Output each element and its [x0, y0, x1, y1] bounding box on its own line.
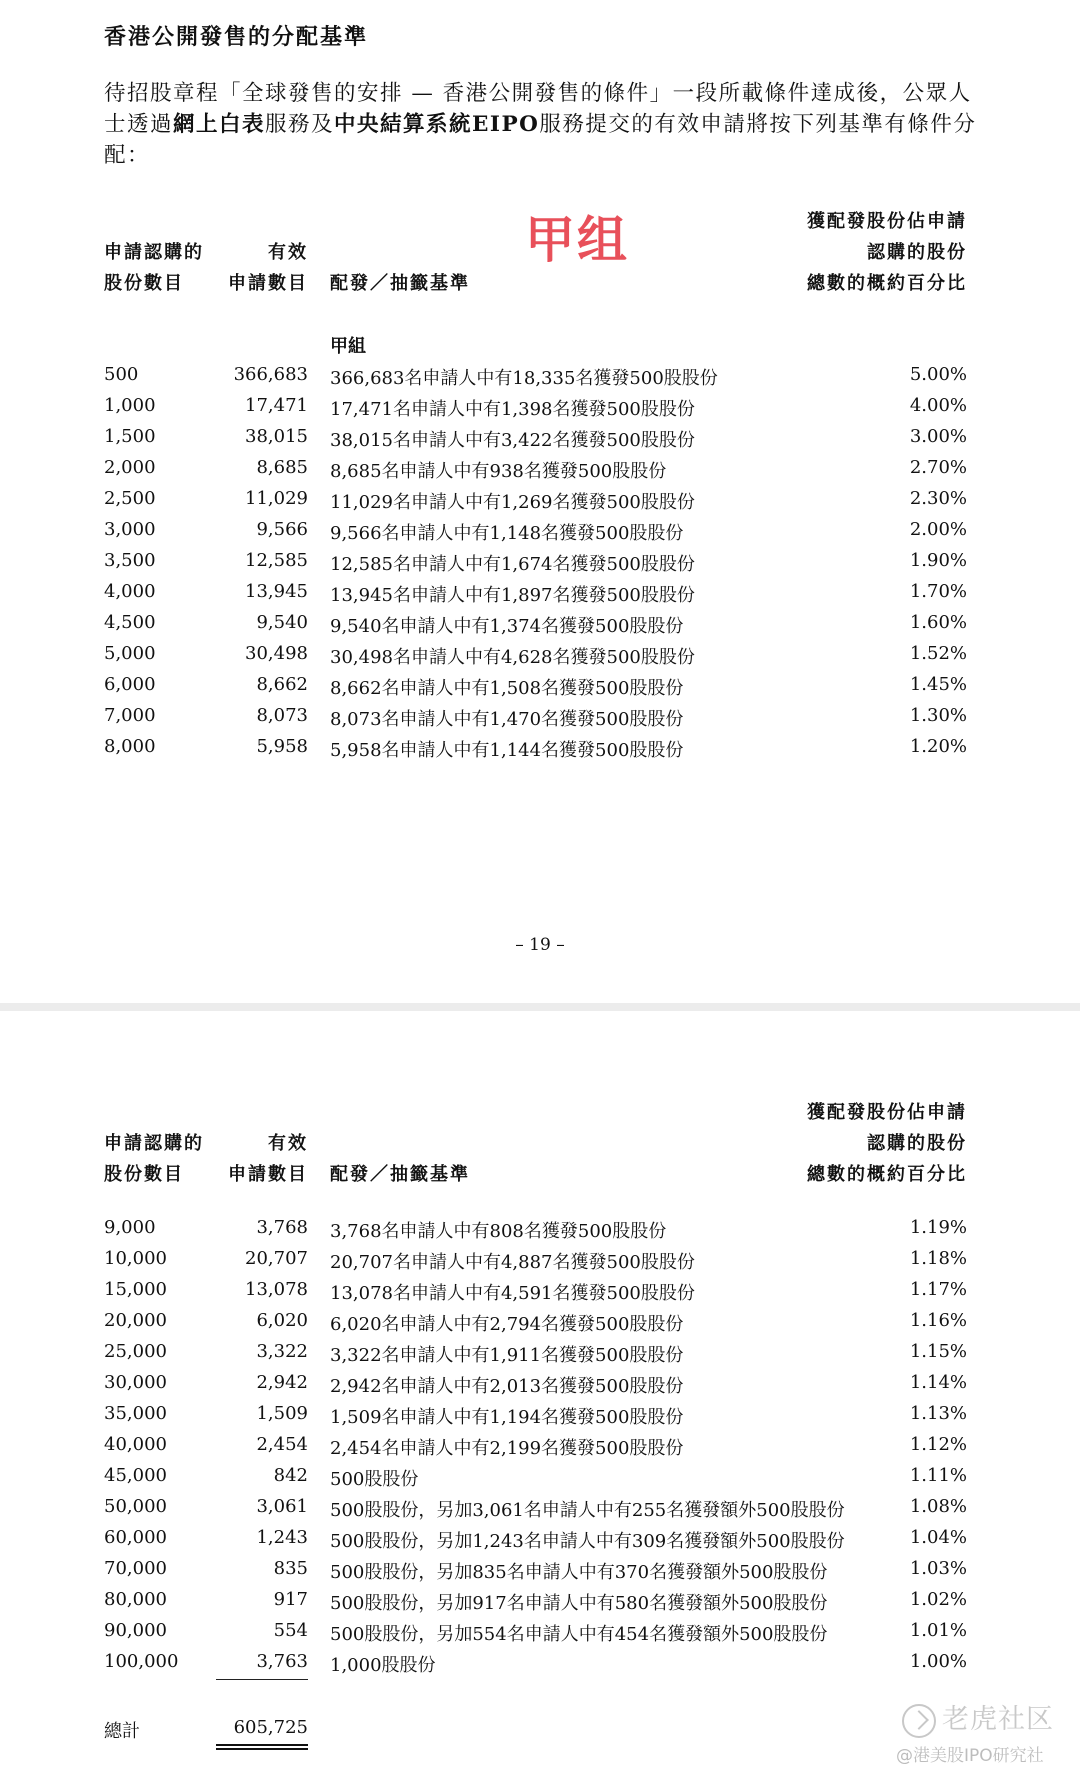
- header-valid-line2: 申請數目: [228, 273, 308, 294]
- cell-percentage: 5.00%: [909, 364, 967, 385]
- cell-allocation-basis: 500股股份，另加835名申請人中有370名獲發額外500股股份: [330, 1562, 828, 1583]
- cell-valid-applications: 3,768: [256, 1217, 308, 1238]
- cell-percentage: 4.00%: [909, 395, 967, 416]
- header-pct-line1: 獲配發股份佔申請: [807, 1102, 967, 1123]
- cell-valid-applications: 3,763: [256, 1651, 308, 1672]
- cell-valid-applications: 6,020: [256, 1310, 308, 1331]
- intro-text-3: 服務提交的有效申請將按下列基準有條件分配：: [104, 112, 977, 168]
- cell-shares: 90,000: [104, 1620, 167, 1641]
- cell-percentage: 2.00%: [909, 519, 967, 540]
- table-row: [0, 1248, 1080, 1278]
- header-valid-line2: 申請數目: [228, 1164, 308, 1185]
- cell-allocation-basis: 500股股份，另加554名申請人中有454名獲發額外500股股份: [330, 1624, 828, 1645]
- cell-allocation-basis: 9,566名申請人中有1,148名獲發500股股份: [330, 523, 684, 544]
- cell-shares: 4,500: [104, 612, 156, 633]
- cell-allocation-basis: 5,958名申請人中有1,144名獲發500股股份: [330, 740, 684, 761]
- cell-allocation-basis: 20,707名申請人中有4,887名獲發500股股份: [330, 1252, 695, 1273]
- cell-shares: 80,000: [104, 1589, 167, 1610]
- table-row: [0, 705, 1080, 735]
- cell-percentage: 1.15%: [909, 1341, 967, 1362]
- cell-percentage: 1.13%: [909, 1403, 967, 1424]
- cell-percentage: 1.17%: [909, 1279, 967, 1300]
- table-row: [0, 1558, 1080, 1588]
- cell-allocation-basis: 2,454名申請人中有2,199名獲發500股股份: [330, 1438, 684, 1459]
- cell-percentage: 2.30%: [909, 488, 967, 509]
- header-shares-line2: 股份數目: [104, 273, 184, 294]
- cell-valid-applications: 1,243: [256, 1527, 308, 1548]
- total-double-rule-bottom: [216, 1748, 308, 1750]
- table-row: [0, 1341, 1080, 1371]
- header-valid-line1: 有效: [268, 1133, 308, 1154]
- intro-text-2: 服務及: [265, 112, 335, 137]
- table-row: [0, 1310, 1080, 1340]
- tiger-logo-icon: [902, 1704, 936, 1738]
- table-row: [0, 395, 1080, 425]
- cell-valid-applications: 366,683: [233, 364, 308, 385]
- cell-allocation-basis: 8,685名申請人中有938名獲發500股股份: [330, 461, 667, 482]
- cell-shares: 500: [104, 364, 139, 385]
- cell-percentage: 1.18%: [909, 1248, 967, 1269]
- total-label: 總計: [104, 1721, 140, 1742]
- cell-shares: 50,000: [104, 1496, 167, 1517]
- cell-allocation-basis: 3,768名申請人中有808名獲發500股股份: [330, 1221, 667, 1242]
- cell-shares: 30,000: [104, 1372, 167, 1393]
- cell-percentage: 1.19%: [909, 1217, 967, 1238]
- cell-percentage: 1.00%: [909, 1651, 967, 1672]
- cell-shares: 1,000: [104, 395, 156, 416]
- header-shares-line1: 申請認購的: [104, 1133, 204, 1154]
- cell-valid-applications: 11,029: [245, 488, 308, 509]
- table-row: [0, 519, 1080, 549]
- cell-valid-applications: 20,707: [245, 1248, 308, 1269]
- cell-percentage: 1.04%: [909, 1527, 967, 1548]
- cell-allocation-basis: 8,073名申請人中有1,470名獲發500股股份: [330, 709, 684, 730]
- cell-valid-applications: 8,662: [256, 674, 308, 695]
- cell-shares: 2,500: [104, 488, 156, 509]
- table-row: [0, 1651, 1080, 1681]
- cell-valid-applications: 917: [273, 1589, 308, 1610]
- table-row: [0, 1372, 1080, 1402]
- cell-valid-applications: 2,454: [256, 1434, 308, 1455]
- cell-shares: 15,000: [104, 1279, 167, 1300]
- header-pct-line1: 獲配發股份佔申請: [807, 211, 967, 232]
- cell-percentage: 2.70%: [909, 457, 967, 478]
- header-valid-applications: [200, 237, 308, 299]
- cell-valid-applications: 12,585: [245, 550, 308, 571]
- cell-valid-applications: 13,078: [245, 1279, 308, 1300]
- table-row: [0, 550, 1080, 580]
- cell-allocation-basis: 38,015名申請人中有3,422名獲發500股股份: [330, 430, 695, 451]
- cell-percentage: 1.03%: [909, 1558, 967, 1579]
- cell-shares: 25,000: [104, 1341, 167, 1362]
- cell-percentage: 1.52%: [909, 643, 967, 664]
- cell-allocation-basis: 9,540名申請人中有1,374名獲發500股股份: [330, 616, 684, 637]
- table-row: [0, 426, 1080, 456]
- table-row: [0, 736, 1080, 766]
- table-row: [0, 643, 1080, 673]
- cell-allocation-basis: 366,683名申請人中有18,335名獲發500股股份: [330, 368, 718, 389]
- cell-shares: 8,000: [104, 736, 156, 757]
- cell-valid-applications: 3,322: [256, 1341, 308, 1362]
- table-row: [0, 457, 1080, 487]
- table-row: [0, 1403, 1080, 1433]
- total-value: 605,725: [233, 1717, 308, 1738]
- cell-shares: 40,000: [104, 1434, 167, 1455]
- cell-percentage: 1.20%: [909, 736, 967, 757]
- cell-shares: 3,000: [104, 519, 156, 540]
- cell-percentage: 1.14%: [909, 1372, 967, 1393]
- header-shares-line2: 股份數目: [104, 1164, 184, 1185]
- watermark-handle: @港美股IPO研究社: [896, 1746, 1044, 1766]
- cell-percentage: 3.00%: [909, 426, 967, 447]
- page-number: – 19 –: [515, 935, 565, 955]
- table-row: [0, 1620, 1080, 1650]
- cell-percentage: 1.01%: [909, 1620, 967, 1641]
- cell-allocation-basis: 500股股份: [330, 1469, 419, 1490]
- cell-shares: 35,000: [104, 1403, 167, 1424]
- intro-paragraph: [104, 78, 984, 171]
- cell-valid-applications: 1,509: [256, 1403, 308, 1424]
- total-double-rule-top: [216, 1744, 308, 1746]
- cell-shares: 45,000: [104, 1465, 167, 1486]
- cell-allocation-basis: 17,471名申請人中有1,398名獲發500股股份: [330, 399, 695, 420]
- cell-valid-applications: 13,945: [245, 581, 308, 602]
- watermark-brand: [902, 1697, 1054, 1738]
- cell-shares: 100,000: [104, 1651, 179, 1672]
- cell-valid-applications: 554: [273, 1620, 308, 1641]
- cell-shares: 10,000: [104, 1248, 167, 1269]
- cell-valid-applications: 835: [273, 1558, 308, 1579]
- header-shares-line1: 申請認購的: [104, 242, 204, 263]
- header-approx-percentage: [760, 206, 967, 299]
- cell-valid-applications: 5,958: [256, 736, 308, 757]
- cell-percentage: 1.30%: [909, 705, 967, 726]
- cell-shares: 60,000: [104, 1527, 167, 1548]
- header-shares-applied: [104, 237, 204, 299]
- table-row: [0, 1465, 1080, 1495]
- cell-allocation-basis: 13,078名申請人中有4,591名獲發500股股份: [330, 1283, 695, 1304]
- cell-shares: 4,000: [104, 581, 156, 602]
- cell-allocation-basis: 1,000股股份: [330, 1655, 436, 1676]
- cell-allocation-basis: 2,942名申請人中有2,013名獲發500股股份: [330, 1376, 684, 1397]
- cell-allocation-basis: 30,498名申請人中有4,628名獲發500股股份: [330, 647, 695, 668]
- table-row: [0, 1279, 1080, 1309]
- cell-shares: 9,000: [104, 1217, 156, 1238]
- cell-valid-applications: 9,566: [256, 519, 308, 540]
- cell-allocation-basis: 500股股份，另加1,243名申請人中有309名獲發額外500股股份: [330, 1531, 845, 1552]
- cell-percentage: 1.08%: [909, 1496, 967, 1517]
- cell-allocation-basis: 6,020名申請人中有2,794名獲發500股股份: [330, 1314, 684, 1335]
- group-a-stamp: 甲组: [525, 211, 629, 269]
- cell-percentage: 1.70%: [909, 581, 967, 602]
- page-separator: [0, 1003, 1080, 1011]
- cell-shares: 70,000: [104, 1558, 167, 1579]
- table-row: [0, 1527, 1080, 1557]
- cell-shares: 7,000: [104, 705, 156, 726]
- cell-allocation-basis: 13,945名申請人中有1,897名獲發500股股份: [330, 585, 695, 606]
- header-valid-applications: [200, 1128, 308, 1190]
- group-a-label: 甲組: [330, 336, 366, 357]
- table-row: [0, 1589, 1080, 1619]
- cell-shares: 5,000: [104, 643, 156, 664]
- table-row: [0, 1434, 1080, 1464]
- cell-valid-applications: 842: [273, 1465, 308, 1486]
- header-allocation-basis: 配發／抽籤基準: [330, 273, 470, 294]
- cell-percentage: 1.02%: [909, 1589, 967, 1610]
- intro-bold-2: 中央結算系統EIPO: [334, 112, 540, 137]
- table-row: [0, 674, 1080, 704]
- intro-text-1: 待招股章程「全球發售的安排 — 香港公開發售的條件」一段所載條件達成後，公眾人士透過: [104, 81, 972, 137]
- cell-percentage: 1.90%: [909, 550, 967, 571]
- cell-shares: 3,500: [104, 550, 156, 571]
- header-allocation-basis: 配發／抽籤基準: [330, 1164, 470, 1185]
- table-row: [0, 1496, 1080, 1526]
- cell-valid-applications: 3,061: [256, 1496, 308, 1517]
- header-shares-applied: [104, 1128, 204, 1190]
- cell-percentage: 1.11%: [909, 1465, 967, 1486]
- header-pct-line3: 總數的概約百分比: [807, 1164, 967, 1185]
- header-pct-line3: 總數的概約百分比: [807, 273, 967, 294]
- table-row: [0, 488, 1080, 518]
- cell-shares: 6,000: [104, 674, 156, 695]
- cell-shares: 20,000: [104, 1310, 167, 1331]
- cell-shares: 1,500: [104, 426, 156, 447]
- subtotal-rule: [216, 1679, 308, 1680]
- cell-percentage: 1.45%: [909, 674, 967, 695]
- header-pct-line2: 認購的股份: [867, 242, 967, 263]
- intro-bold-1: 網上白表: [173, 112, 266, 137]
- cell-percentage: 1.12%: [909, 1434, 967, 1455]
- cell-valid-applications: 17,471: [245, 395, 308, 416]
- header-approx-percentage: [760, 1097, 967, 1190]
- cell-allocation-basis: 500股股份，另加917名申請人中有580名獲發額外500股股份: [330, 1593, 828, 1614]
- header-valid-line1: 有效: [268, 242, 308, 263]
- header-pct-line2: 認購的股份: [867, 1133, 967, 1154]
- cell-valid-applications: 8,073: [256, 705, 308, 726]
- cell-allocation-basis: 500股股份，另加3,061名申請人中有255名獲發額外500股股份: [330, 1500, 845, 1521]
- table-row: [0, 1217, 1080, 1247]
- cell-valid-applications: 9,540: [256, 612, 308, 633]
- cell-allocation-basis: 1,509名申請人中有1,194名獲發500股股份: [330, 1407, 684, 1428]
- cell-allocation-basis: 12,585名申請人中有1,674名獲發500股股份: [330, 554, 695, 575]
- cell-allocation-basis: 11,029名申請人中有1,269名獲發500股股份: [330, 492, 695, 513]
- table-row: [0, 581, 1080, 611]
- cell-valid-applications: 8,685: [256, 457, 308, 478]
- cell-allocation-basis: 3,322名申請人中有1,911名獲發500股股份: [330, 1345, 684, 1366]
- cell-allocation-basis: 8,662名申請人中有1,508名獲發500股股份: [330, 678, 684, 699]
- table-row: [0, 612, 1080, 642]
- cell-percentage: 1.60%: [909, 612, 967, 633]
- cell-valid-applications: 38,015: [245, 426, 308, 447]
- table-row: [0, 364, 1080, 394]
- watermark-brand-text: 老虎社区: [942, 1704, 1054, 1735]
- cell-valid-applications: 2,942: [256, 1372, 308, 1393]
- cell-shares: 2,000: [104, 457, 156, 478]
- cell-valid-applications: 30,498: [245, 643, 308, 664]
- section-heading: 香港公開發售的分配基準: [104, 24, 369, 50]
- cell-percentage: 1.16%: [909, 1310, 967, 1331]
